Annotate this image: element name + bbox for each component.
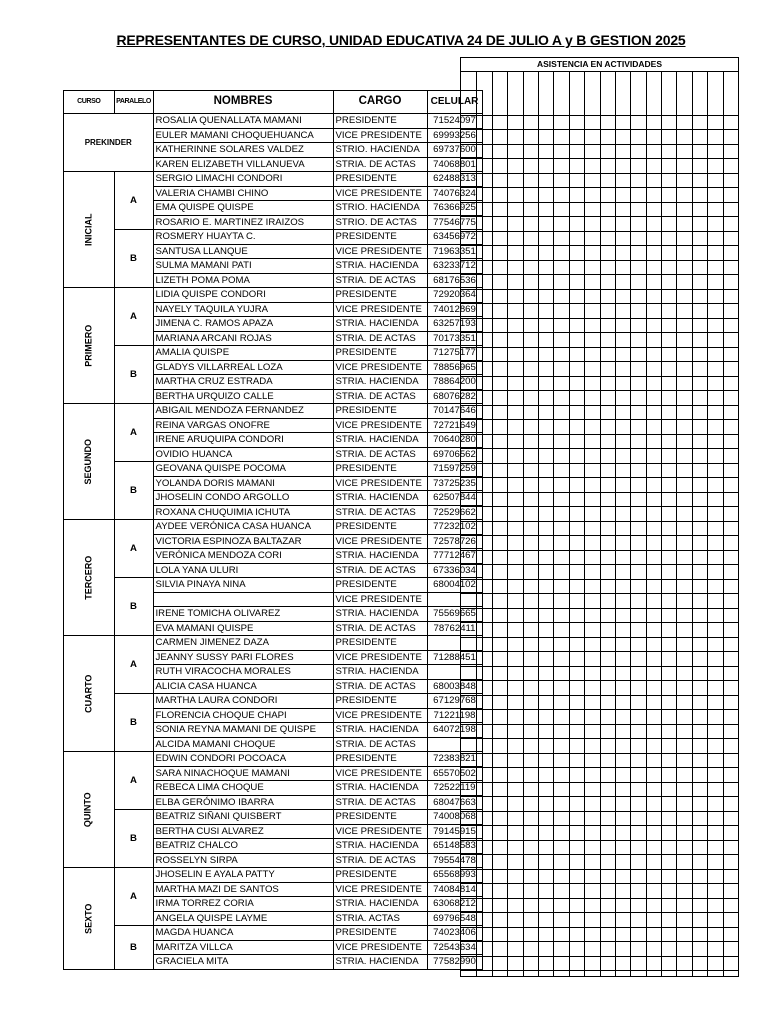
celular-cell: 71288451: [427, 650, 482, 665]
grid-row-line: [461, 434, 738, 435]
grid-row-line: [461, 274, 738, 275]
celular-cell: 71524097: [427, 114, 482, 129]
cargo-cell: STRIA. DE ACTAS: [333, 737, 427, 752]
celular-cell: 70640280: [427, 433, 482, 448]
celular-cell: 65568993: [427, 868, 482, 883]
attendance-grid: [460, 57, 739, 977]
nombre-cell: BEATRIZ SIÑANI QUISBERT: [153, 810, 333, 825]
table-row: [64, 172, 483, 187]
cargo-cell: VICE PRESIDENTE: [333, 592, 427, 607]
celular-cell: 71221198: [427, 708, 482, 723]
celular-cell: 63068212: [427, 897, 482, 912]
grid-row-line: [461, 303, 738, 304]
cargo-cell: STRIA. HACIENDA: [333, 317, 427, 332]
nombre-cell: FLORENCIA CHOQUE CHAPI: [153, 708, 333, 723]
grid-row-line: [461, 144, 738, 145]
cargo-cell: STRIA. HACIENDA: [333, 491, 427, 506]
cargo-cell: VICE PRESIDENTE: [333, 418, 427, 433]
celular-cell: 67129768: [427, 694, 482, 709]
curso-label: QUINTO: [83, 792, 93, 827]
cargo-cell: VICE PRESIDENTE: [333, 534, 427, 549]
grid-row-line: [461, 506, 738, 507]
nombre-cell: JIMENA C. RAMOS APAZA: [153, 317, 333, 332]
celular-cell: 72529662: [427, 505, 482, 520]
nombre-cell: IRMA TORREZ CORIA: [153, 897, 333, 912]
curso-cell: [64, 288, 115, 404]
table-row: [64, 288, 483, 303]
grid-row-line: [461, 448, 738, 449]
grid-row-line: [461, 115, 738, 116]
nombre-cell: OVIDIO HUANCA: [153, 447, 333, 462]
table-row: [64, 868, 483, 883]
celular-cell: 63456972: [427, 230, 482, 245]
curso-label: PRIMERO: [83, 324, 94, 367]
nombre-cell: SERGIO LIMACHI CONDORI: [153, 172, 333, 187]
celular-cell: 79554478: [427, 853, 482, 868]
paralelo-cell: B: [114, 462, 153, 520]
grid-row-line: [461, 202, 738, 203]
paralelo-cell: B: [114, 230, 153, 288]
nombre-cell: VICTORIA ESPINOZA BALTAZAR: [153, 534, 333, 549]
nombre-cell: SULMA MAMANI PATI: [153, 259, 333, 274]
paralelo-cell: B: [114, 810, 153, 868]
nombre-cell: JHOSELIN CONDO ARGOLLO: [153, 491, 333, 506]
grid-row-line: [461, 419, 738, 420]
cargo-cell: PRESIDENTE: [333, 694, 427, 709]
cargo-cell: STRIA. HACIENDA: [333, 955, 427, 970]
nombre-cell: ROSMERY HUAYTA C.: [153, 230, 333, 245]
nombre-cell: ALCIDA MAMANI CHOQUE: [153, 737, 333, 752]
grid-row-line: [461, 753, 738, 754]
grid-row-line: [461, 622, 738, 623]
table-row: [64, 810, 483, 825]
nombre-cell: SANTUSA LLANQUE: [153, 244, 333, 259]
cargo-cell: STRIA. DE ACTAS: [333, 157, 427, 172]
grid-row-line: [461, 550, 738, 551]
grid-row-line: [461, 637, 738, 638]
nombre-cell: KAREN ELIZABETH VILLANUEVA: [153, 157, 333, 172]
cargo-cell: PRESIDENTE: [333, 578, 427, 593]
nombre-cell: [153, 592, 333, 607]
paralelo-cell: B: [114, 694, 153, 752]
cargo-cell: STRIA. DE ACTAS: [333, 853, 427, 868]
nombre-cell: AMALIA QUISPE: [153, 346, 333, 361]
cargo-cell: PRESIDENTE: [333, 346, 427, 361]
celular-cell: 74068801: [427, 157, 482, 172]
grid-row-line: [461, 129, 738, 130]
nombre-cell: MARITZA VILLCA: [153, 940, 333, 955]
celular-cell: [427, 737, 482, 752]
cargo-cell: STRIA. HACIENDA: [333, 781, 427, 796]
grid-row-line: [461, 709, 738, 710]
nombre-cell: EULER MAMANI CHOQUEHUANCA: [153, 128, 333, 143]
curso-cell: [64, 404, 115, 520]
celular-cell: 72383821: [427, 752, 482, 767]
grid-row-line: [461, 564, 738, 565]
cargo-cell: PRESIDENTE: [333, 404, 427, 419]
paralelo-cell: B: [114, 578, 153, 636]
cargo-cell: VICE PRESIDENTE: [333, 824, 427, 839]
cargo-cell: STRIA. HACIENDA: [333, 897, 427, 912]
paralelo-cell: B: [114, 926, 153, 970]
nombre-cell: NAYELY TAQUILA YUJRA: [153, 302, 333, 317]
cargo-cell: VICE PRESIDENTE: [333, 650, 427, 665]
paralelo-cell: A: [114, 288, 153, 346]
celular-cell: 68003848: [427, 679, 482, 694]
nombre-cell: ROXANA CHUQUIMIA ICHUTA: [153, 505, 333, 520]
cargo-cell: PRESIDENTE: [333, 172, 427, 187]
grid-row-line: [461, 463, 738, 464]
celular-cell: 63257193: [427, 317, 482, 332]
paralelo-cell: A: [114, 868, 153, 926]
celular-cell: 67336034: [427, 563, 482, 578]
cargo-cell: STRIA. DE ACTAS: [333, 795, 427, 810]
cargo-cell: STRIA. ACTAS: [333, 911, 427, 926]
nombre-cell: IRENE ARUQUIPA CONDORI: [153, 433, 333, 448]
grid-row-line: [461, 912, 738, 913]
curso-label: PREKINDER: [84, 137, 132, 147]
celular-cell: 69706562: [427, 447, 482, 462]
cargo-cell: STRIO. HACIENDA: [333, 143, 427, 158]
nombre-cell: RUTH VIRACOCHA MORALES: [153, 665, 333, 680]
grid-row-line: [461, 245, 738, 246]
celular-cell: 74084814: [427, 882, 482, 897]
celular-cell: 78856965: [427, 360, 482, 375]
grid-row-line: [461, 579, 738, 580]
cargo-cell: STRIO. HACIENDA: [333, 201, 427, 216]
cargo-cell: PRESIDENTE: [333, 810, 427, 825]
cargo-cell: VICE PRESIDENTE: [333, 476, 427, 491]
celular-cell: 64072198: [427, 723, 482, 738]
cargo-cell: STRIA. HACIENDA: [333, 259, 427, 274]
page-title: REPRESENTANTES DE CURSO, UNIDAD EDUCATIVA 24 DE JULIO A y B GESTION 2025: [116, 32, 686, 48]
nombre-cell: BERTHA CUSI ALVAREZ: [153, 824, 333, 839]
nombre-cell: MARTHA MAZI DE SANTOS: [153, 882, 333, 897]
celular-cell: 72920364: [427, 288, 482, 303]
cargo-cell: VICE PRESIDENTE: [333, 940, 427, 955]
grid-row-line: [461, 361, 738, 362]
cargo-cell: PRESIDENTE: [333, 230, 427, 245]
grid-row-line: [461, 956, 738, 957]
grid-row-line: [461, 158, 738, 159]
celular-cell: 71597259: [427, 462, 482, 477]
curso-cell: [64, 172, 115, 288]
celular-cell: 65570502: [427, 766, 482, 781]
paralelo-cell: A: [114, 752, 153, 810]
curso-label: SEGUNDO: [83, 438, 94, 485]
celular-cell: 72578726: [427, 534, 482, 549]
cargo-cell: STRIO. DE ACTAS: [333, 215, 427, 230]
nombre-cell: BERTHA URQUIZO CALLE: [153, 389, 333, 404]
grid-row-line: [461, 477, 738, 478]
grid-row-line: [461, 173, 738, 174]
nombre-cell: ANGELA QUISPE LAYME: [153, 911, 333, 926]
cargo-cell: STRIA. DE ACTAS: [333, 621, 427, 636]
nombre-cell: MARTHA LAURA CONDORI: [153, 694, 333, 709]
grid-row-line: [461, 840, 738, 841]
grid-row-line: [461, 318, 738, 319]
celular-cell: 63233712: [427, 259, 482, 274]
celular-cell: 68176536: [427, 273, 482, 288]
cargo-cell: PRESIDENTE: [333, 520, 427, 535]
celular-cell: 77712467: [427, 549, 482, 564]
nombre-cell: EMA QUISPE QUISPE: [153, 201, 333, 216]
curso-label: CUARTO: [83, 674, 93, 713]
celular-cell: 69796548: [427, 911, 482, 926]
nombre-cell: VERÓNICA MENDOZA CORI: [153, 549, 333, 564]
cargo-cell: VICE PRESIDENTE: [333, 302, 427, 317]
nombre-cell: YOLANDA DORIS MAMANI: [153, 476, 333, 491]
celular-cell: 77232102: [427, 520, 482, 535]
celular-cell: [427, 636, 482, 651]
table-row: [64, 404, 483, 419]
header-curso: CURSO: [64, 91, 115, 114]
nombre-cell: EDWIN CONDORI POCOACA: [153, 752, 333, 767]
nombre-cell: GLADYS VILLARREAL LOZA: [153, 360, 333, 375]
cargo-cell: STRIA. DE ACTAS: [333, 505, 427, 520]
nombre-cell: MAGDA HUANCA: [153, 926, 333, 941]
nombre-cell: LIZETH POMA POMA: [153, 273, 333, 288]
curso-cell: [64, 868, 115, 970]
nombre-cell: REINA VARGAS ONOFRE: [153, 418, 333, 433]
celular-cell: 72543634: [427, 940, 482, 955]
grid-row-line: [461, 376, 738, 377]
nombre-cell: IRENE TOMICHA OLIVAREZ: [153, 607, 333, 622]
celular-cell: 62488313: [427, 172, 482, 187]
grid-row-line: [461, 216, 738, 217]
paralelo-cell: B: [114, 346, 153, 404]
cargo-cell: PRESIDENTE: [333, 868, 427, 883]
grid-row-line: [461, 854, 738, 855]
cargo-cell: STRIA. HACIENDA: [333, 665, 427, 680]
nombre-cell: MARIANA ARCANI ROJAS: [153, 331, 333, 346]
cargo-cell: STRIA. HACIENDA: [333, 549, 427, 564]
curso-label: SEXTO: [83, 903, 94, 934]
cargo-cell: PRESIDENTE: [333, 462, 427, 477]
nombre-cell: ROSARIO E. MARTINEZ IRAIZOS: [153, 215, 333, 230]
nombre-cell: GEOVANA QUISPE POCOMA: [153, 462, 333, 477]
celular-cell: 68004102: [427, 578, 482, 593]
grid-row-line: [461, 738, 738, 739]
header-celular: CELULAR: [427, 91, 482, 114]
grid-row-line: [461, 187, 738, 188]
paralelo-cell: A: [114, 636, 153, 694]
cargo-cell: PRESIDENTE: [333, 636, 427, 651]
nombre-cell: ROSSELYN SIRPA: [153, 853, 333, 868]
curso-cell: [64, 114, 154, 172]
nombre-cell: LIDIA QUISPE CONDORI: [153, 288, 333, 303]
nombre-cell: EVA MAMANI QUISPE: [153, 621, 333, 636]
nombre-cell: ROSALIA QUENALLATA MAMANI: [153, 114, 333, 129]
celular-cell: 74023406: [427, 926, 482, 941]
celular-cell: 68047663: [427, 795, 482, 810]
celular-cell: 62507844: [427, 491, 482, 506]
grid-row-line: [461, 521, 738, 522]
table-body: [64, 114, 483, 970]
nombre-cell: CARMEN JIMENEZ DAZA: [153, 636, 333, 651]
celular-cell: 74076324: [427, 186, 482, 201]
table-row: [64, 114, 483, 129]
celular-cell: 74012869: [427, 302, 482, 317]
representatives-table: [63, 90, 483, 970]
celular-cell: 74008068: [427, 810, 482, 825]
celular-cell: 71963351: [427, 244, 482, 259]
grid-row-line: [461, 492, 738, 493]
grid-row-line: [461, 593, 738, 594]
table-row: [64, 230, 483, 245]
nombre-cell: REBECA LIMA CHOQUE: [153, 781, 333, 796]
celular-cell: 77546775: [427, 215, 482, 230]
paralelo-cell: A: [114, 404, 153, 462]
table-row: [64, 636, 483, 651]
cargo-cell: VICE PRESIDENTE: [333, 186, 427, 201]
grid-row-line: [461, 390, 738, 391]
grid-row-line: [461, 724, 738, 725]
nombre-cell: JEANNY SUSSY PARI FLORES: [153, 650, 333, 665]
celular-cell: 75569665: [427, 607, 482, 622]
celular-cell: 78864200: [427, 375, 482, 390]
nombre-cell: VALERIA CHAMBI CHINO: [153, 186, 333, 201]
celular-cell: 79145915: [427, 824, 482, 839]
grid-row-line: [461, 782, 738, 783]
cargo-cell: STRIA. DE ACTAS: [333, 331, 427, 346]
cargo-cell: VICE PRESIDENTE: [333, 244, 427, 259]
grid-row-line: [461, 695, 738, 696]
celular-cell: 69993256: [427, 128, 482, 143]
cargo-cell: STRIA. HACIENDA: [333, 723, 427, 738]
cargo-cell: PRESIDENTE: [333, 114, 427, 129]
curso-cell: [64, 752, 115, 868]
cargo-cell: PRESIDENTE: [333, 752, 427, 767]
celular-cell: 73725235: [427, 476, 482, 491]
grid-row-line: [461, 347, 738, 348]
table-row: [64, 578, 483, 593]
grid-row-line: [461, 825, 738, 826]
grid-row-line: [461, 883, 738, 884]
cargo-cell: STRIA. DE ACTAS: [333, 563, 427, 578]
celular-cell: 77582990: [427, 955, 482, 970]
nombre-cell: ELBA GERÓNIMO IBARRA: [153, 795, 333, 810]
celular-cell: [427, 592, 482, 607]
nombre-cell: SONIA REYNA MAMANI DE QUISPE: [153, 723, 333, 738]
nombre-cell: JHOSELIN E AYALA PATTY: [153, 868, 333, 883]
nombre-cell: MARTHA CRUZ ESTRADA: [153, 375, 333, 390]
celular-cell: 70173351: [427, 331, 482, 346]
grid-row-line: [461, 651, 738, 652]
cargo-cell: VICE PRESIDENTE: [333, 882, 427, 897]
grid-row-line: [461, 666, 738, 667]
cargo-cell: STRIA. DE ACTAS: [333, 389, 427, 404]
cargo-cell: STRIA. DE ACTAS: [333, 679, 427, 694]
grid-row-line: [461, 869, 738, 870]
celular-cell: 69737600: [427, 143, 482, 158]
grid-row-line: [461, 941, 738, 942]
celular-cell: 65148583: [427, 839, 482, 854]
curso-label: TERCERO: [83, 555, 94, 600]
grid-row-line: [461, 260, 738, 261]
grid-row-line: [461, 680, 738, 681]
grid-row-line: [461, 898, 738, 899]
grid-row-line: [461, 231, 738, 232]
cargo-cell: VICE PRESIDENTE: [333, 128, 427, 143]
cargo-cell: STRIA. HACIENDA: [333, 839, 427, 854]
table-row: [64, 346, 483, 361]
nombre-cell: GRACIELA MITA: [153, 955, 333, 970]
nombre-cell: SARA NINACHOQUE MAMANI: [153, 766, 333, 781]
header-nombres: NOMBRES: [153, 91, 333, 114]
nombre-cell: SILVIA PINAYA NINA: [153, 578, 333, 593]
celular-cell: 68076282: [427, 389, 482, 404]
cargo-cell: PRESIDENTE: [333, 926, 427, 941]
nombre-cell: KATHERINNE SOLARES VALDEZ: [153, 143, 333, 158]
nombre-cell: ALICIA CASA HUANCA: [153, 679, 333, 694]
grid-row-line: [461, 289, 738, 290]
curso-cell: [64, 520, 115, 636]
paralelo-cell: A: [114, 520, 153, 578]
table-row: [64, 694, 483, 709]
cargo-cell: STRIA. HACIENDA: [333, 433, 427, 448]
header-paralelo: PARALELO: [114, 91, 153, 114]
table-row: [64, 520, 483, 535]
curso-cell: [64, 636, 115, 752]
nombre-cell: AYDEE VERÓNICA CASA HUANCA: [153, 520, 333, 535]
celular-cell: 72522119: [427, 781, 482, 796]
celular-cell: 71275177: [427, 346, 482, 361]
grid-row-line: [461, 796, 738, 797]
grid-row-line: [461, 535, 738, 536]
cargo-cell: VICE PRESIDENTE: [333, 766, 427, 781]
grid-row-line: [461, 927, 738, 928]
cargo-cell: VICE PRESIDENTE: [333, 360, 427, 375]
celular-cell: 70147646: [427, 404, 482, 419]
attendance-header: ASISTENCIA EN ACTIVIDADES: [461, 58, 738, 72]
grid-row-line: [461, 767, 738, 768]
grid-row-line: [461, 405, 738, 406]
nombre-cell: ABIGAIL MENDOZA FERNANDEZ: [153, 404, 333, 419]
grid-row-line: [461, 332, 738, 333]
celular-cell: 76366925: [427, 201, 482, 216]
celular-cell: 72721649: [427, 418, 482, 433]
cargo-cell: STRIA. DE ACTAS: [333, 273, 427, 288]
header-cargo: CARGO: [333, 91, 427, 114]
nombre-cell: BEATRIZ CHALCO: [153, 839, 333, 854]
grid-row-line: [461, 608, 738, 609]
cargo-cell: PRESIDENTE: [333, 288, 427, 303]
table-row: [64, 752, 483, 767]
nombre-cell: LOLA YANA ULURI: [153, 563, 333, 578]
header-row: [64, 91, 483, 114]
paralelo-cell: A: [114, 172, 153, 230]
cargo-cell: STRIA. HACIENDA: [333, 607, 427, 622]
cargo-cell: STRIA. DE ACTAS: [333, 447, 427, 462]
celular-cell: 78762411: [427, 621, 482, 636]
grid-row-line: [461, 970, 738, 971]
table-row: [64, 462, 483, 477]
grid-row-line: [461, 811, 738, 812]
table-row: [64, 926, 483, 941]
cargo-cell: VICE PRESIDENTE: [333, 708, 427, 723]
celular-cell: [427, 665, 482, 680]
curso-label: INICIAL: [83, 213, 93, 246]
cargo-cell: STRIA. HACIENDA: [333, 375, 427, 390]
